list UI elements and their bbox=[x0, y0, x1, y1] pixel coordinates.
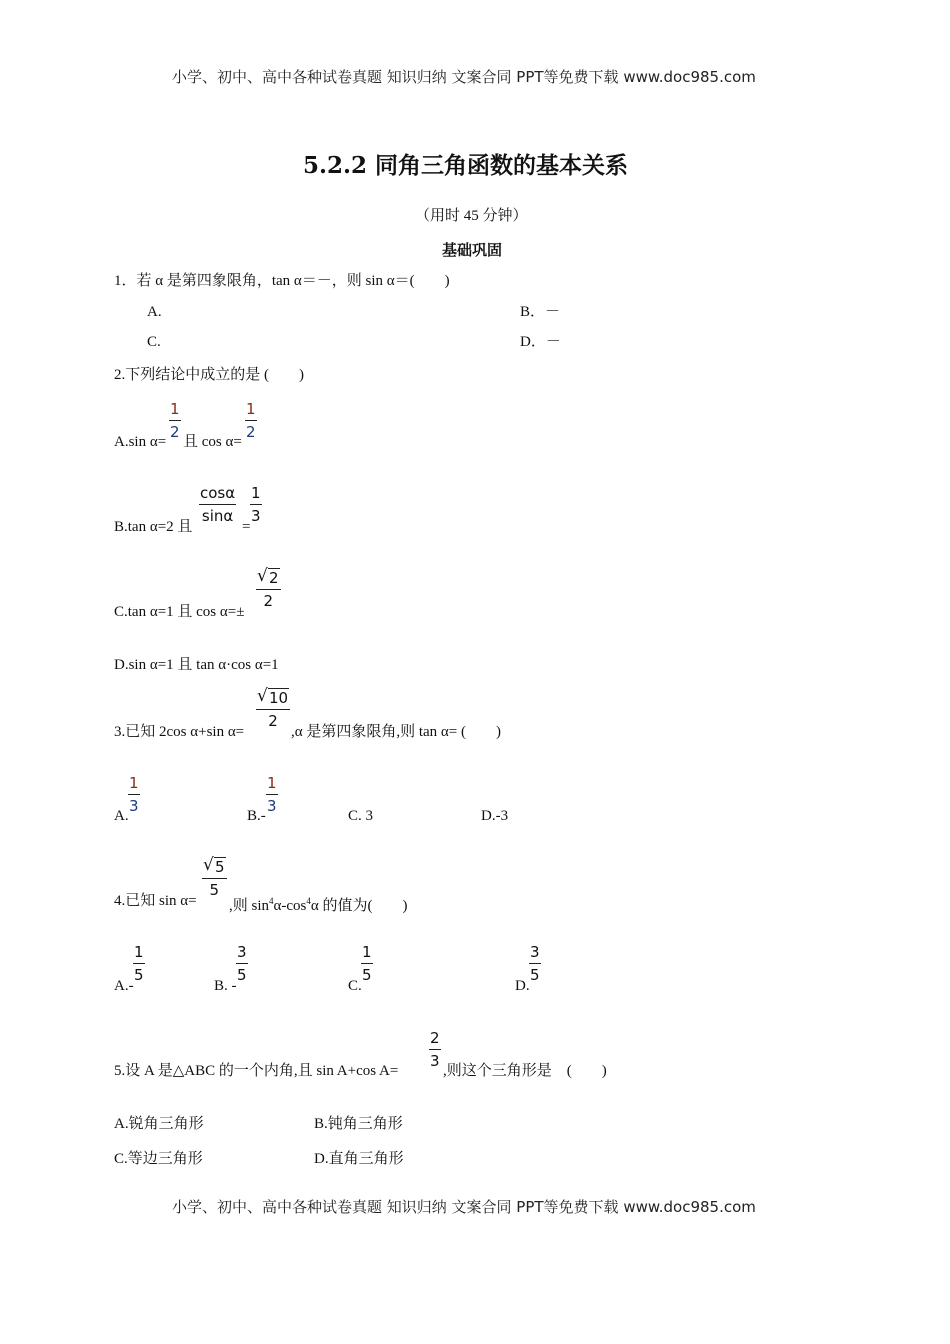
q1-stem: 1．若 α 是第四象限角，tan α＝－，则 sin α＝( ) bbox=[114, 273, 450, 289]
fraction-denominator: 2 bbox=[268, 712, 278, 730]
fraction-denominator: 2 bbox=[170, 423, 180, 441]
time-limit: （用时 45 分钟） bbox=[415, 208, 528, 224]
q2-b-fraction-1 bbox=[199, 485, 236, 525]
q1-option-a: A. bbox=[147, 304, 162, 320]
fraction-denominator: sinα bbox=[201, 507, 234, 525]
radicand: 2 bbox=[269, 569, 279, 587]
q2-option-a-text: A.sin α= bbox=[114, 434, 167, 450]
q4-option-d: D. bbox=[515, 978, 530, 994]
q5-option-b: B.钝角三角形 bbox=[314, 1116, 403, 1132]
q2-option-b-text: B.tan α=2 且 bbox=[114, 519, 193, 535]
fraction-numerator: cosα bbox=[200, 484, 236, 502]
fraction-numerator: 3 bbox=[530, 943, 540, 961]
q3-stem-pre: 3.已知 2cos α+sin α= bbox=[114, 724, 245, 740]
q2-option-c-text: C.tan α=1 且 cos α=± bbox=[114, 604, 245, 620]
q3-a-fraction bbox=[128, 775, 140, 815]
fraction-denominator: 3 bbox=[251, 507, 261, 525]
q4-fraction: √ 5 5 bbox=[203, 855, 225, 899]
q2-stem: 2.下列结论中成立的是 ( ) bbox=[114, 367, 304, 383]
q4-stem-post bbox=[229, 892, 407, 915]
q4-option-b: B. - bbox=[214, 978, 237, 994]
fraction-numerator: 1 bbox=[362, 943, 372, 961]
q4-exponent-2: 4 bbox=[306, 896, 311, 906]
q5-option-a: A.锐角三角形 bbox=[114, 1116, 204, 1132]
fraction-denominator: 5 bbox=[134, 966, 144, 984]
q5-option-c: C.等边三角形 bbox=[114, 1151, 203, 1167]
fraction-denominator: 2 bbox=[263, 592, 274, 610]
q2-b-fraction-2 bbox=[250, 485, 262, 525]
fraction-denominator: 5 bbox=[530, 966, 540, 984]
q4-a-fraction bbox=[133, 944, 145, 984]
fraction-denominator: 5 bbox=[237, 966, 247, 984]
fraction-denominator: 5 bbox=[209, 881, 220, 899]
q5-stem-post: ,则这个三角形是 ( ) bbox=[443, 1063, 607, 1079]
fraction-denominator: 2 bbox=[246, 423, 256, 441]
fraction-numerator: 1 bbox=[251, 484, 261, 502]
q3-option-b: B.- bbox=[247, 808, 266, 824]
page-title: 5.2.2 同角三角函数的基本关系 bbox=[303, 152, 629, 179]
q4-post-c: α 的值为( ) bbox=[310, 898, 408, 914]
q2-a-fraction-2 bbox=[245, 401, 257, 441]
q5-stem-pre: 5.设 A 是△ABC 的一个内角,且 sin A+cos A= bbox=[114, 1063, 399, 1079]
q4-exponent-1: 4 bbox=[269, 896, 274, 906]
fraction-denominator: 3 bbox=[430, 1052, 440, 1070]
fraction-denominator: 3 bbox=[129, 797, 139, 815]
radicand: 10 bbox=[269, 689, 289, 707]
section-heading: 基础巩固 bbox=[442, 241, 503, 259]
q2-a-fraction-1 bbox=[169, 401, 181, 441]
q1-option-b: B．－ bbox=[520, 304, 561, 320]
fraction-numerator: 1 bbox=[129, 774, 139, 792]
q3-fraction: √ 10 2 bbox=[257, 686, 289, 730]
q2-option-d: D.sin α=1 且 tan α·cos α=1 bbox=[114, 657, 279, 673]
q5-option-d: D.直角三角形 bbox=[314, 1151, 404, 1167]
q3-option-a: A. bbox=[114, 808, 129, 824]
fraction-numerator: 3 bbox=[237, 943, 247, 961]
fraction-numerator: 1 bbox=[134, 943, 144, 961]
q3-option-d: D.-3 bbox=[481, 808, 509, 824]
q1-option-d: D．－ bbox=[520, 334, 561, 350]
fraction-numerator: 1 bbox=[170, 400, 180, 418]
fraction-numerator: 2 bbox=[430, 1029, 440, 1047]
q2-option-a-mid: 且 cos α= bbox=[183, 434, 242, 450]
q2-option-b-eq: = bbox=[242, 519, 251, 535]
q4-b-fraction bbox=[236, 944, 248, 984]
fraction-numerator: 1 bbox=[246, 400, 256, 418]
q4-post-a: ,则 sin bbox=[229, 898, 270, 914]
page-header: 小学、初中、高中各种试卷真题 知识归纳 文案合同 PPT等免费下载 www.doc985.com bbox=[172, 68, 756, 86]
fraction-denominator: 3 bbox=[267, 797, 277, 815]
q4-c-fraction bbox=[361, 944, 373, 984]
q4-d-fraction bbox=[529, 944, 541, 984]
q1-option-c: C. bbox=[147, 334, 161, 350]
q5-fraction bbox=[429, 1030, 441, 1070]
q3-option-c: C. 3 bbox=[348, 808, 374, 824]
q4-stem-pre: 4.已知 sin α= bbox=[114, 893, 197, 909]
q2-c-fraction: √ 2 2 bbox=[257, 566, 279, 610]
q3-stem-post: ,α 是第四象限角,则 tan α= ( ) bbox=[291, 724, 501, 740]
fraction-denominator: 5 bbox=[362, 966, 372, 984]
radicand: 5 bbox=[215, 858, 225, 876]
q4-option-a: A.- bbox=[114, 978, 134, 994]
q4-post-b: α-cos bbox=[273, 898, 307, 914]
fraction-numerator: 1 bbox=[267, 774, 277, 792]
q3-b-fraction bbox=[266, 775, 278, 815]
q4-option-c: C. bbox=[348, 978, 362, 994]
page-footer: 小学、初中、高中各种试卷真题 知识归纳 文案合同 PPT等免费下载 www.doc985.com bbox=[172, 1198, 756, 1216]
